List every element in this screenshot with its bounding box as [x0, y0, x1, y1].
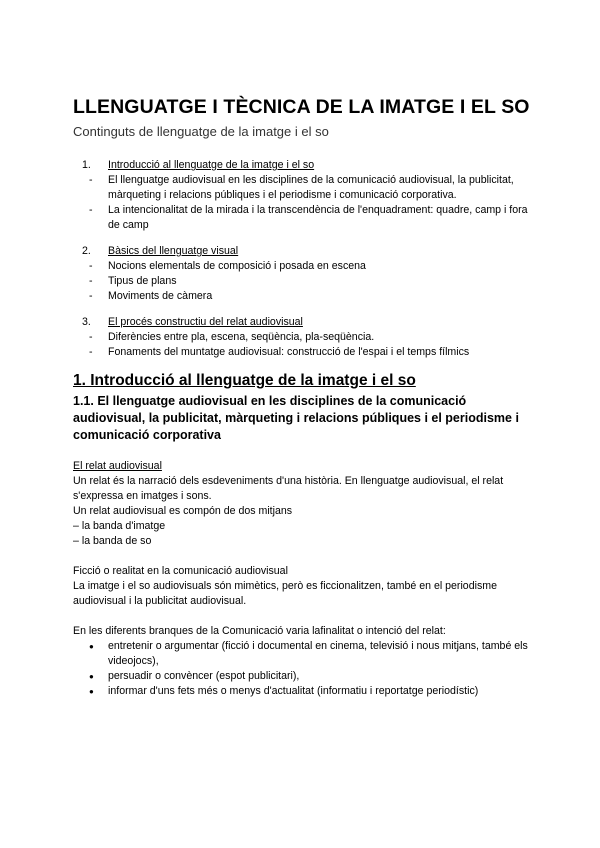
toc-item: - Tipus de plans [89, 275, 177, 287]
list-item: ● entretenir o argumentar (ficció i documental en cinema, televisió i nous mitjans, també els videojocs), [89, 640, 528, 667]
relat-title: El relat audiovisual [73, 460, 162, 472]
bullet-list [73, 639, 533, 699]
toc-heading: El procés constructiu del relat audiovisual [108, 316, 303, 328]
ficcio-title: Ficció o realitat en la comunicació audiovisual [73, 565, 288, 577]
list-item: ● persuadir o convèncer (espot publicitari), [89, 670, 300, 682]
relat-paragraph: – la banda de so [73, 535, 152, 547]
toc-item: - Diferències entre pla, escena, seqüència, pla-seqüència. [89, 331, 375, 343]
toc-heading: Introducció al llenguatge de la imatge i el so [108, 159, 315, 171]
toc-number: 1. [82, 159, 91, 171]
toc-number: 2. [82, 245, 91, 257]
relat-paragraph: Un relat audiovisual es compón de dos mitjans [73, 505, 293, 517]
toc-heading: Bàsics del llenguatge visual [108, 245, 239, 257]
relat-paragraph: – la banda d'imatge [73, 520, 166, 532]
section-heading: 1. Introducció al llenguatge de la imatge i el so [73, 372, 416, 389]
toc-section-3 [73, 315, 533, 360]
toc-item: - El llenguatge audiovisual en les disciplines de la comunicació audiovisual, la publicitat, màrqueting i relacions públiques i el periodisme i comunicació corporativa. [89, 174, 514, 201]
toc-item: - Moviments de càmera [89, 290, 213, 302]
toc-item: - La intencionalitat de la mirada i la transcendència de l'enquadrament: quadre, camp i fora de camp [89, 204, 528, 231]
toc-number: 3. [82, 316, 91, 328]
toc-section-1 [73, 158, 533, 233]
toc-item: - Fonaments del muntatge audiovisual: construcció de l'espai i el temps fílmics [89, 346, 470, 358]
document-subtitle: Continguts de llenguatge de la imatge i el so [73, 124, 329, 139]
relat-paragraph: Un relat és la narració dels esdeveniments d'una història. En llenguatge audiovisual, el relat s'expressa en imatges i sons. [73, 475, 504, 502]
ficcio-paragraph: La imatge i el so audiovisuals són mimètics, però es ficcionalitzen, també en el periodisme audiovisual i la publicitat audiovisual. [73, 580, 497, 607]
subsection-heading: 1.1. El llenguatge audiovisual en les disciplines de la comunicació audiovisual, la publicitat, màrqueting i relacions públiques i el periodisme i comunicació corporativa [73, 394, 519, 442]
document-page [73, 95, 533, 699]
document-title: LLENGUATGE I TÈCNICA DE LA IMATGE I EL SO [73, 96, 530, 118]
toc-section-2 [73, 244, 533, 304]
toc-item: - Nocions elementals de composició i posada en escena [89, 260, 366, 272]
list-item: ● informar d'uns fets més o menys d'actualitat (informatiu i reportatge periodístic) [89, 685, 479, 697]
table-of-contents [73, 158, 533, 360]
branques-intro: En les diferents branques de la Comunicació varia lafinalitat o intenció del relat: [73, 625, 446, 637]
